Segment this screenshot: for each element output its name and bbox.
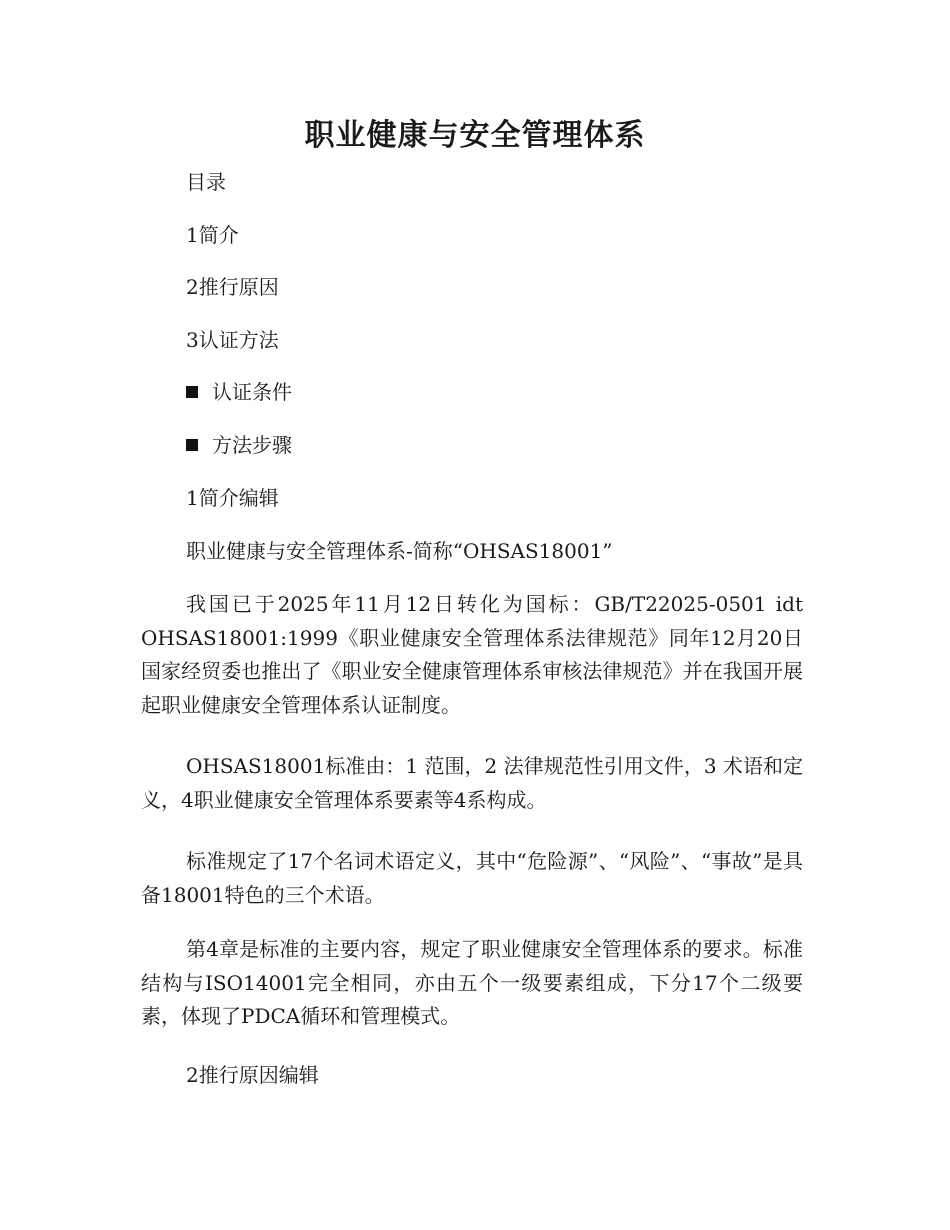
body-paragraph: 我国已于2025年11月12日转化为国标：GB/T22025-0501 idt OHSAS18001:1999《职业健康安全管理体系法律规范》同年12月20日国家经贸委也推出了《职业安全健康管理体系审核法律规范》并在我国开展起职业健康安全管理体系认证制度。: [141, 592, 803, 717]
toc-item: 1简介: [186, 223, 239, 247]
section-heading: 1简介编辑: [186, 486, 279, 510]
square-bullet-icon: [186, 439, 198, 451]
toc-item: 2推行原因: [186, 275, 279, 299]
toc-subitem-label: 方法步骤: [212, 433, 292, 457]
toc-heading: 目录: [186, 170, 226, 194]
body-paragraph: OHSAS18001标准由：1 范围，2 法律规范性引用文件，3 术语和定义，4职业健康安全管理体系要素等4系构成。: [141, 754, 803, 812]
section-heading: 2推行原因编辑: [186, 1063, 319, 1087]
toc-subitem-label: 认证条件: [212, 380, 292, 404]
body-paragraph: 第4章是标准的主要内容，规定了职业健康安全管理体系的要求。标准结构与ISO14001完全相同，亦由五个一级要素组成，下分17个二级要素，体现了PDCA循环和管理模式。: [141, 937, 803, 1028]
toc-item: 3认证方法: [186, 328, 279, 352]
square-bullet-icon: [186, 386, 198, 398]
toc-subitem: [186, 431, 292, 459]
document-title: 职业健康与安全管理体系: [304, 118, 646, 153]
intro-line: 职业健康与安全管理体系-简称“OHSAS18001”: [186, 539, 613, 563]
toc-subitem: [186, 378, 292, 406]
body-paragraph: 标准规定了17个名词术语定义，其中“危险源”、“风险”、“事故”是具备18001特色的三个术语。: [141, 849, 803, 907]
